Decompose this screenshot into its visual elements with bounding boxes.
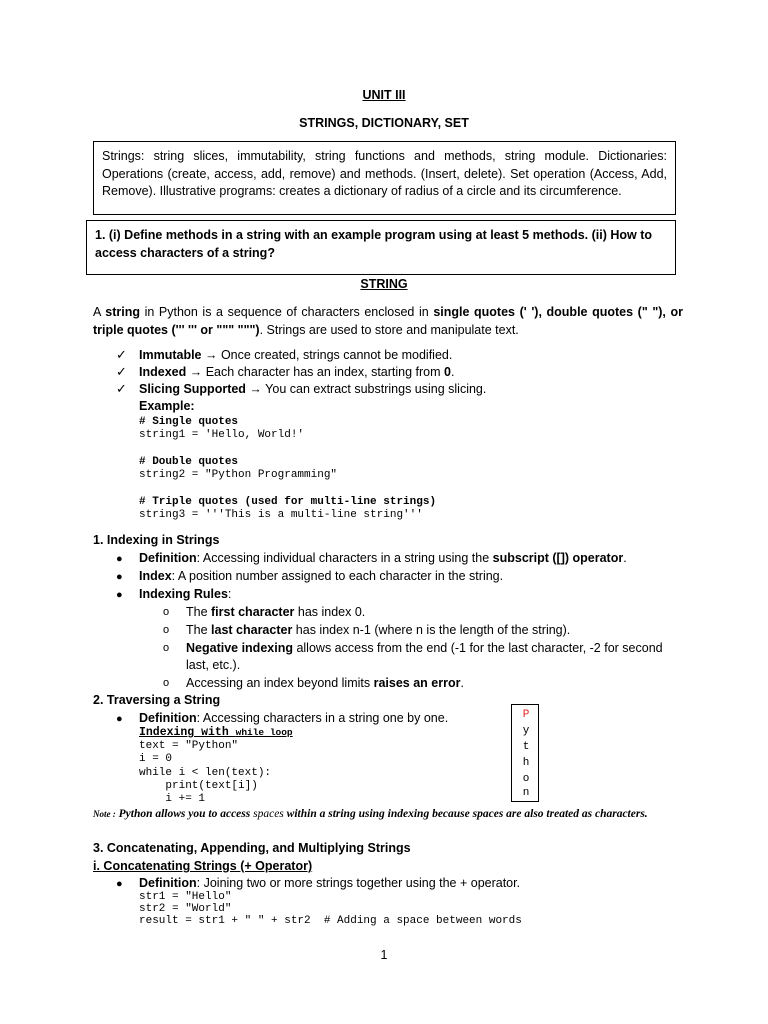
- intro-bold2: single quotes (' '), double quotes (" "), or triple quotes (''' ''' or """ """): [93, 305, 683, 337]
- traversing-heading: 2. Traversing a String: [93, 693, 221, 707]
- circle-bullet-icon: o: [163, 624, 170, 636]
- bullet-icon: ●: [116, 878, 123, 890]
- rule-negative-indexing: Negative indexing allows access from the end (-1 for the last character, -2 for second: [186, 641, 663, 655]
- concat-code-3: result = str1 + " " + str2 # Adding a space between words: [139, 915, 522, 927]
- intro-part3: . Strings are used to store and manipulate text.: [259, 323, 519, 337]
- rule-first-character: The first character has index 0.: [186, 605, 366, 619]
- indexing-definition: Definition: Accessing individual characters in a string using the subscript ([]) operator.: [139, 551, 627, 565]
- rule-last-character: The last character has index n-1 (where n is the length of the string).: [186, 623, 571, 637]
- unit-subtitle: STRINGS, DICTIONARY, SET: [299, 116, 469, 130]
- page-number: 1: [380, 948, 388, 962]
- rule-negative-indexing-cont: last, etc.).: [186, 658, 241, 672]
- code-comment-single: # Single quotes: [139, 416, 239, 428]
- bullet-icon: ●: [116, 571, 123, 583]
- property-indexed: Indexed → Each character has an index, starting from 0.: [139, 365, 455, 379]
- checkmark-icon: ✓: [116, 347, 127, 362]
- code-comment-triple: # Triple quotes (used for multi-line strings): [139, 496, 437, 508]
- concat-definition: Definition: Joining two or more strings together using the + operator.: [139, 876, 521, 890]
- syllabus-box: [93, 141, 676, 215]
- concat-code-2: str2 = "World": [139, 903, 232, 915]
- output-letter: h: [522, 757, 530, 769]
- traversing-definition: Definition: Accessing characters in a string one by one.: [139, 711, 449, 725]
- traverse-code-1: text = "Python": [139, 740, 239, 752]
- bullet-icon: ●: [116, 553, 123, 565]
- traverse-code-3: while i < len(text):: [139, 767, 272, 779]
- intro-part2: in Python is a sequence of characters enclosed in: [139, 305, 434, 319]
- question-box: [86, 220, 676, 275]
- bullet-icon: ●: [116, 589, 123, 601]
- checkmark-icon: ✓: [116, 381, 127, 396]
- example-label: Example:: [139, 399, 195, 413]
- output-letter: P: [522, 709, 530, 721]
- spaces-note: Note : Python allows you to access spaces within a string using indexing because spaces are also treated as characters.: [93, 808, 648, 820]
- syllabus-text: Strings: string slices, immutability, string functions and methods, string module. Dictionaries: Operations (create, access, add, remove) and methods. (Insert, delete). Set operation (Access, Add, Remove). Illustrative programs: creates a dictionary of radius of a circle and its circumference.: [102, 149, 667, 198]
- intro-part1: A: [93, 305, 106, 319]
- output-letter: n: [522, 787, 530, 799]
- indexing-heading: 1. Indexing in Strings: [93, 533, 220, 547]
- output-letter: y: [522, 725, 530, 737]
- unit-title: UNIT III: [362, 88, 406, 102]
- traverse-code-4: print(text[i]): [139, 780, 258, 792]
- indexing-index: Index: A position number assigned to each character in the string.: [139, 569, 504, 583]
- question-text: 1. (i) Define methods in a string with an example program using at least 5 methods. (ii) How to access characters of a string?: [95, 228, 653, 260]
- rule-beyond-limits: Accessing an index beyond limits raises an error.: [186, 676, 464, 690]
- python-letters-output: [511, 704, 539, 802]
- circle-bullet-icon: o: [163, 642, 170, 654]
- code-line-string3: string3 = '''This is a multi-line string''': [139, 509, 423, 521]
- bullet-icon: ●: [116, 713, 123, 725]
- traverse-code-2: i = 0: [139, 753, 173, 765]
- property-slicing: Slicing Supported → You can extract substrings using slicing.: [139, 382, 487, 396]
- concat-subheading: i. Concatenating Strings (+ Operator): [93, 859, 313, 873]
- traverse-code-5: i += 1: [139, 793, 206, 805]
- concat-heading: 3. Concatenating, Appending, and Multiplying Strings: [93, 841, 411, 855]
- code-line-string1: string1 = 'Hello, World!': [139, 429, 305, 441]
- concat-code-1: str1 = "Hello": [139, 891, 232, 903]
- circle-bullet-icon: o: [163, 606, 170, 618]
- indexing-rules-label: Indexing Rules:: [139, 587, 232, 601]
- code-line-string2: string2 = "Python Programming": [139, 469, 338, 481]
- string-intro: [93, 303, 683, 339]
- code-comment-double: # Double quotes: [139, 456, 239, 468]
- intro-bold1: string: [105, 305, 140, 319]
- while-loop-label: Indexing with while loop: [139, 726, 293, 739]
- output-letter: o: [522, 773, 530, 785]
- output-letter: t: [522, 741, 530, 753]
- property-immutable: Immutable → Once created, strings cannot be modified.: [139, 348, 453, 362]
- circle-bullet-icon: o: [163, 677, 170, 689]
- checkmark-icon: ✓: [116, 364, 127, 379]
- string-heading: STRING: [360, 277, 408, 291]
